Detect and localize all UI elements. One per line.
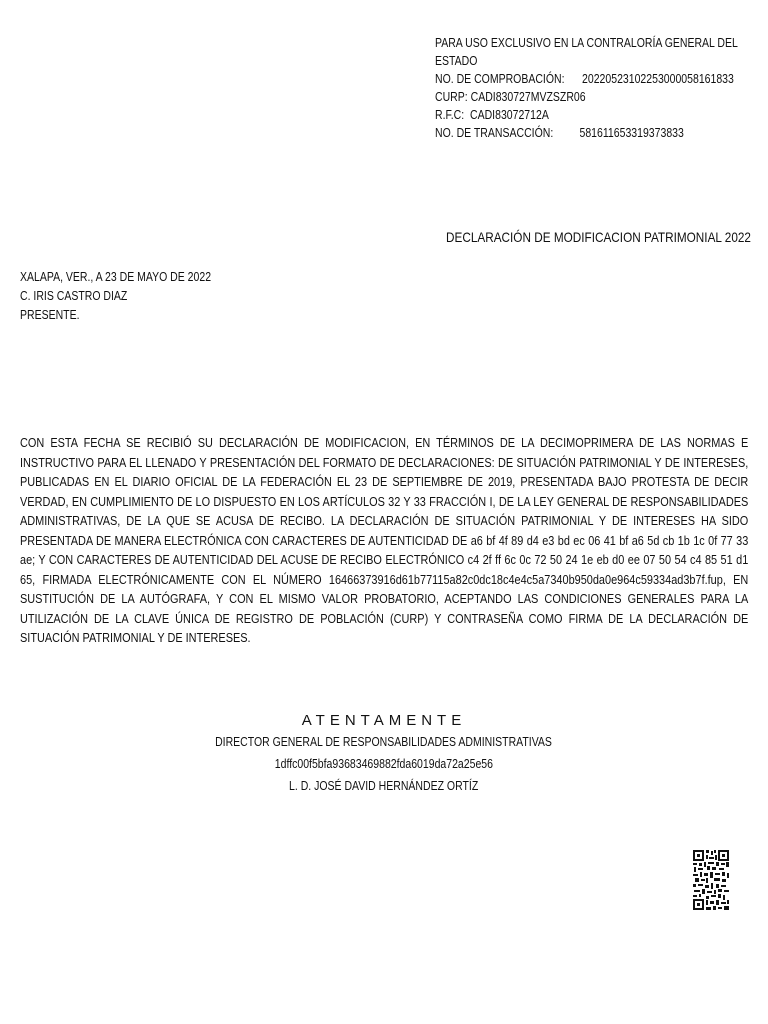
curp-value: CADI830727MVZSZR06: [470, 90, 586, 104]
document-title: DECLARACIÓN DE MODIFICACION PATRIMONIAL 2022: [446, 229, 751, 245]
comprobacion-row: [435, 70, 734, 88]
signer-title: DIRECTOR GENERAL DE RESPONSABILIDADES ADMINISTRATIVAS: [215, 735, 553, 749]
recipient-name: C. IRIS CASTRO DIAZ: [20, 289, 128, 303]
transaccion-row: [435, 124, 704, 142]
signer-name: L. D. JOSÉ DAVID HERNÁNDEZ ORTÍZ: [289, 779, 479, 793]
document-title-wrap: [446, 229, 768, 245]
closing-word: ATENTAMENTE: [301, 712, 467, 729]
signer-name-wrap: [0, 775, 768, 797]
transaccion-label: NO. DE TRANSACCIÓN:: [435, 126, 554, 140]
signature-block: [0, 712, 768, 797]
rfc-row: [435, 106, 704, 124]
comprobacion-label: NO. DE COMPROBACIÓN:: [435, 72, 565, 86]
transaccion-value: 581611653319373833: [579, 126, 684, 140]
address-block: [20, 268, 247, 325]
rfc-value: CADI83072712A: [470, 108, 549, 122]
signer-title-wrap: [0, 731, 768, 753]
qr-code-icon: [692, 849, 730, 911]
place-date: XALAPA, VER., A 23 DE MAYO DE 2022: [20, 270, 212, 284]
rfc-label: R.F.C:: [435, 108, 465, 122]
header-line-2: ESTADO: [435, 54, 478, 68]
curp-label: CURP:: [435, 90, 468, 104]
curp-row: [435, 88, 704, 106]
signature-hash-wrap: [0, 753, 768, 775]
header-info: [435, 34, 755, 142]
body-paragraph: CON ESTA FECHA SE RECIBIÓ SU DECLARACIÓN DE MODIFICACION, EN TÉRMINOS DE LA DECIMOPRIMERA DE LAS NORMAS E INSTRUCTIVO PARA EL LLENADO Y PRESENTACIÓN DEL FORMATO DE DECLARACIONES: DE SITUACIÓN PATRIMONIAL Y DE INTERESES, PUBLICADAS EN EL DIARIO OFICIAL DE LA FEDERACIÓN EL 23 DE SEPTIEMBRE DE 2019, PRESENTADA BAJO PROTESTA DE DECIR VERDAD, EN CUMPLIMIENTO DE LO DISPUESTO EN LOS ARTÍCULOS 32 Y 33 FRACCIÓN I, DE LA LEY GENERAL DE RESPONSABILIDADES ADMINISTRATIVAS, DE LA QUE SE ACUSA DE RECIBO. LA DECLARACIÓN DE SITUACIÓN PATRIMONIAL Y DE INTERESES HA SIDO PRESENTADA DE MANERA ELECTRÓNICA CON CARACTERES DE AUTENTICIDAD DE a6 bf 4f 89 d4 e3 bd ec 06 41 bf a6 5d cb 1b 1c 0f 77 33 ae; Y CON CARACTERES DE AUTENTICIDAD DEL ACUSE DE RECIBO ELECTRÓNICO c4 2f ff 6c 0c 72 50 24 1e eb d0 ee 07 50 54 c4 85 51 d1 65, FIRMADA ELECTRÓNICAMENTE CON EL NÚMERO 16466373916d61b77115a82c0dc18c4e4c5a7340b950da0e964c59334ad3b7f.fup, EN SUSTITUCIÓN DE LA AUTÓGRAFA, Y CON EL MISMO VALOR PROBATORIO, ACEPTANDO LAS CONDICIONES GENERALES PARA LA UTILIZACIÓN DE LA CLAVE ÚNICA DE REGISTRO DE POBLACIÓN (CURP) Y CONTRASEÑA COMO FIRMA DE LA DECLARACIÓN DE SITUACIÓN PATRIMONIAL Y DE INTERESES.: [20, 435, 749, 645]
signature-hash: 1dffc00f5bfa93683469882fda6019da72a25e56: [274, 757, 494, 771]
presente-line: PRESENTE.: [20, 308, 80, 322]
header-line-1: PARA USO EXCLUSIVO EN LA CONTRALORÍA GENERAL DEL: [435, 36, 738, 50]
comprobacion-value: 20220523102253000058161833: [582, 72, 734, 86]
